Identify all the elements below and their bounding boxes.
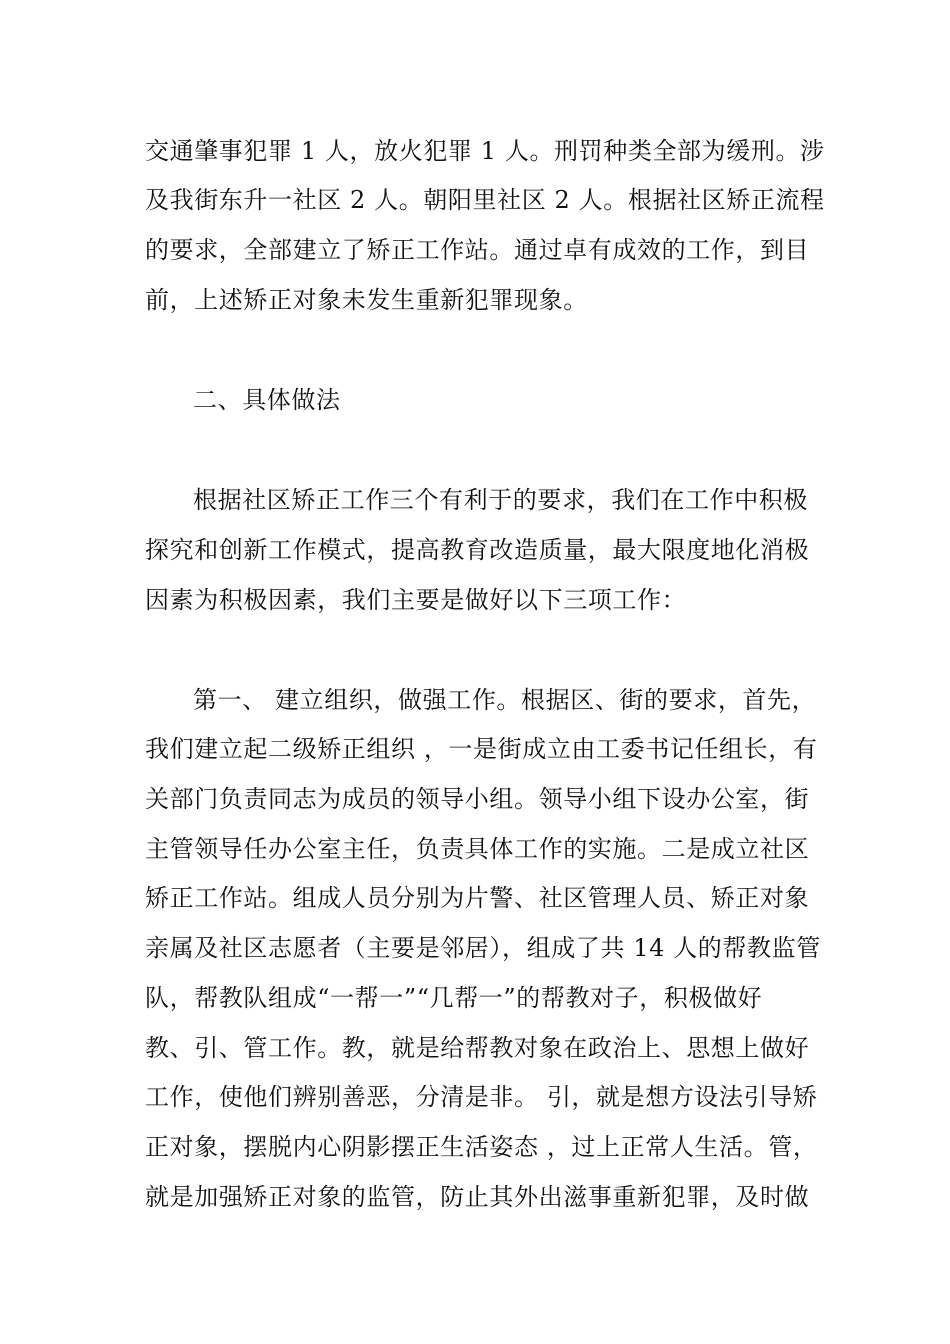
paragraph-3-line-11: 就是加强矫正对象的监管，防止其外出滋事重新犯罪，及时做 xyxy=(145,1183,810,1211)
paragraph-3-line-8: 教、引、管工作。教，就是给帮教对象在政治上、思想上做好 xyxy=(145,1034,810,1062)
paragraph-3-line-1: 第一、 建立组织，做强工作。根据区、街的要求，首先， xyxy=(193,686,817,714)
section-heading: 二、具体做法 xyxy=(193,386,341,414)
paragraph-3-line-9: 工作，使他们辨别善恶，分清是非。 引，就是想方设法引导矫 xyxy=(145,1083,818,1111)
paragraph-2-line-2: 探究和创新工作模式，提高教育改造质量，最大限度地化消极 xyxy=(145,536,810,564)
paragraph-3-line-3: 关部门负责同志为成员的领导小组。领导小组下设办公室，街 xyxy=(145,785,810,813)
paragraph-3-line-10: 正对象，摆脱内心阴影摆正生活姿态 ，过上正常人生活。管， xyxy=(145,1133,818,1161)
paragraph-1-line-3: 的要求，全部建立了矫正工作站。通过卓有成效的工作，到目 xyxy=(145,236,810,264)
paragraph-2-line-3: 因素为积极因素，我们主要是做好以下三项工作： xyxy=(145,586,687,614)
paragraph-3-line-2: 我们建立起二级矫正组织 ，一是街成立由工委书记任组长，有 xyxy=(145,735,818,763)
paragraph-3-line-6: 亲属及社区志愿者（主要是邻居），组成了共 14 人的帮教监管 xyxy=(145,934,821,962)
paragraph-3-line-7: 队，帮教队组成“一帮一”“几帮一”的帮教对子，积极做好 xyxy=(145,984,763,1012)
paragraph-1-line-4: 前，上述矫正对象未发生重新犯罪现象。 xyxy=(145,286,588,314)
paragraph-3-line-5: 矫正工作站。组成人员分别为片警、社区管理人员、矫正对象 xyxy=(145,884,810,912)
paragraph-2-line-1: 根据社区矫正工作三个有利于的要求，我们在工作中积极 xyxy=(193,486,808,514)
paragraph-1-line-2: 及我街东升一社区 2 人。朝阳里社区 2 人。根据社区矫正流程 xyxy=(145,186,825,214)
paragraph-1-line-1: 交通肇事犯罪 1 人，放火犯罪 1 人。刑罚种类全部为缓刑。涉 xyxy=(145,137,825,165)
paragraph-3-line-4: 主管领导任办公室主任，负责具体工作的实施。二是成立社区 xyxy=(145,835,810,863)
